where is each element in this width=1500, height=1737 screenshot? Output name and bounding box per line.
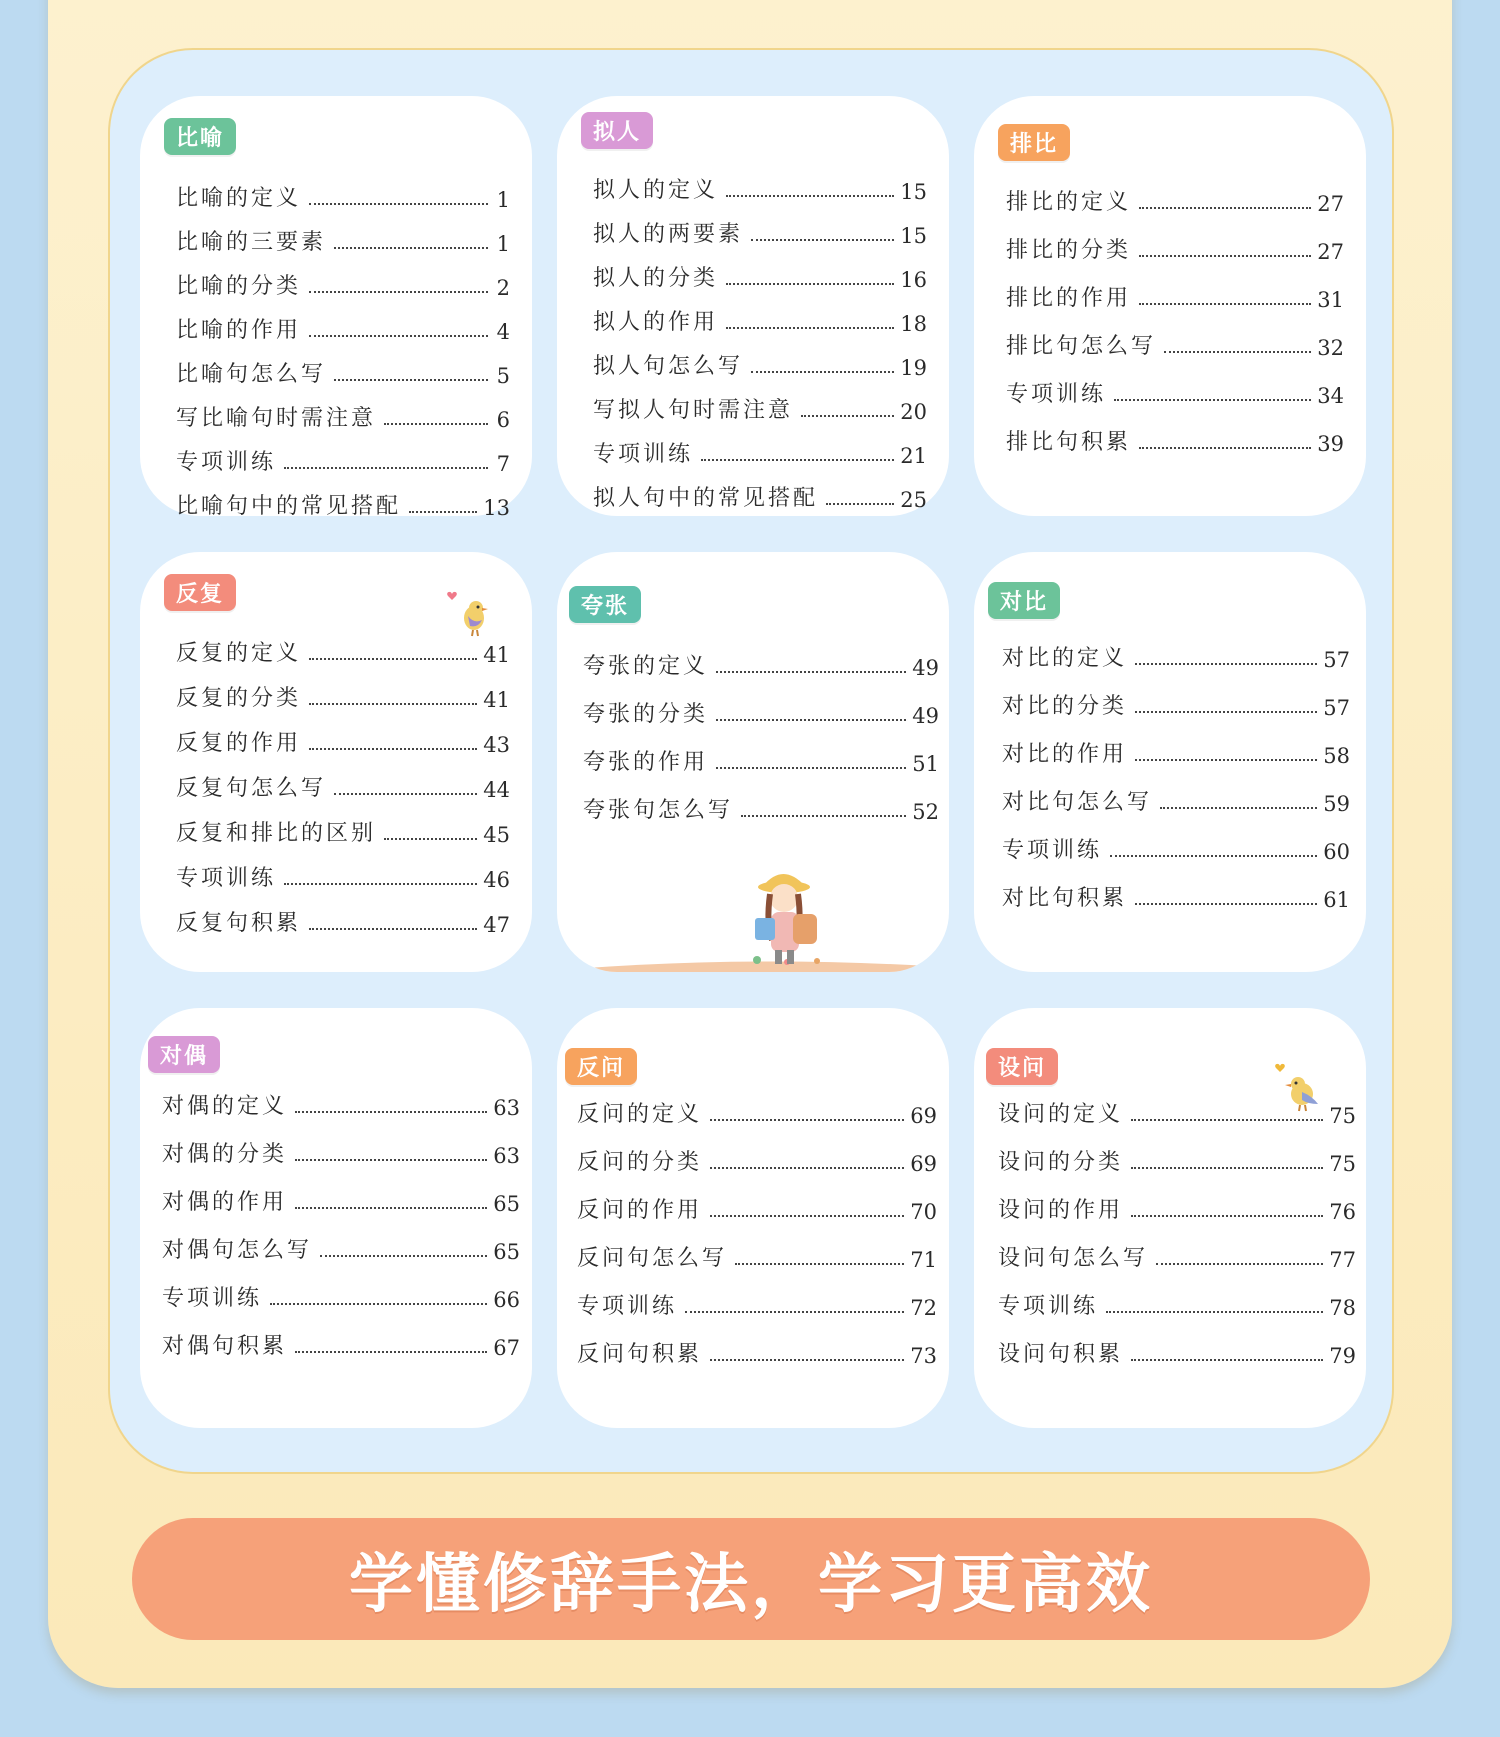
toc-page: 27 bbox=[1317, 192, 1344, 216]
toc-page: 66 bbox=[493, 1288, 520, 1312]
toc-page: 34 bbox=[1317, 384, 1344, 408]
toc-title: 设问的定义 bbox=[998, 1102, 1124, 1127]
leader-dots bbox=[309, 335, 488, 337]
toc-entry[interactable] bbox=[998, 1080, 1356, 1128]
leader-dots bbox=[295, 1207, 487, 1209]
leader-dots bbox=[384, 838, 477, 840]
toc-title: 夸张的定义 bbox=[583, 654, 709, 679]
toc-entry[interactable] bbox=[176, 212, 510, 256]
toc-entry[interactable] bbox=[583, 728, 939, 776]
toc-entry[interactable] bbox=[593, 160, 927, 204]
toc-title: 专项训练 bbox=[162, 1286, 263, 1311]
leader-dots bbox=[1139, 207, 1311, 209]
toc-title: 设问句积累 bbox=[998, 1342, 1124, 1367]
toc-page: 77 bbox=[1329, 1248, 1356, 1272]
toc-title: 拟人的分类 bbox=[593, 266, 719, 291]
toc-title: 反问句积累 bbox=[577, 1342, 703, 1367]
toc-entry[interactable] bbox=[162, 1168, 520, 1216]
toc-title: 夸张的作用 bbox=[583, 750, 709, 775]
toc-entry[interactable] bbox=[577, 1080, 937, 1128]
toc-list bbox=[593, 160, 927, 512]
toc-title: 写拟人句时需注意 bbox=[593, 398, 794, 423]
toc-page: 5 bbox=[496, 364, 510, 388]
toc-list bbox=[583, 632, 939, 824]
toc-title: 写比喻句时需注意 bbox=[176, 406, 377, 431]
toc-title: 设问的分类 bbox=[998, 1150, 1124, 1175]
toc-page: 78 bbox=[1329, 1296, 1356, 1320]
section-card-antithesis bbox=[140, 1008, 532, 1428]
leader-dots bbox=[685, 1311, 904, 1313]
toc-entry[interactable] bbox=[1006, 408, 1344, 456]
toc-page: 45 bbox=[483, 823, 510, 847]
toc-title: 排比的定义 bbox=[1006, 190, 1132, 215]
toc-entry[interactable] bbox=[1006, 216, 1344, 264]
toc-title: 反复的作用 bbox=[176, 731, 302, 756]
leader-dots bbox=[295, 1351, 487, 1353]
toc-entry[interactable] bbox=[593, 468, 927, 512]
toc-page: 69 bbox=[910, 1152, 937, 1176]
toc-title: 拟人句中的常见搭配 bbox=[593, 486, 819, 511]
toc-entry[interactable] bbox=[1002, 672, 1350, 720]
leader-dots bbox=[284, 467, 488, 469]
leader-dots bbox=[309, 291, 488, 293]
section-card-parallelism bbox=[974, 96, 1366, 516]
leader-dots bbox=[1135, 903, 1317, 905]
toc-page: 27 bbox=[1317, 240, 1344, 264]
toc-page: 72 bbox=[910, 1296, 937, 1320]
leader-dots bbox=[710, 1167, 904, 1169]
toc-entry[interactable] bbox=[176, 622, 510, 667]
leader-dots bbox=[309, 748, 477, 750]
leader-dots bbox=[1131, 1119, 1323, 1121]
toc-entry[interactable] bbox=[1006, 264, 1344, 312]
leader-dots bbox=[1131, 1167, 1323, 1169]
toc-page: 7 bbox=[496, 452, 510, 476]
toc-page: 65 bbox=[493, 1192, 520, 1216]
slogan-text: 学懂修辞手法，学习更高效 bbox=[349, 1548, 1153, 1622]
leader-dots bbox=[726, 327, 894, 329]
toc-list bbox=[162, 1072, 520, 1360]
toc-entry[interactable] bbox=[162, 1264, 520, 1312]
leader-dots bbox=[735, 1263, 904, 1265]
toc-page: 57 bbox=[1323, 696, 1350, 720]
leader-dots bbox=[309, 658, 477, 660]
toc-title: 专项训练 bbox=[593, 442, 694, 467]
toc-title: 夸张的分类 bbox=[583, 702, 709, 727]
toc-title: 反问的分类 bbox=[577, 1150, 703, 1175]
toc-entry[interactable] bbox=[1002, 864, 1350, 912]
toc-page: 67 bbox=[493, 1336, 520, 1360]
toc-page: 44 bbox=[483, 778, 510, 802]
toc-entry[interactable] bbox=[998, 1224, 1356, 1272]
section-card-contrast bbox=[974, 552, 1366, 972]
toc-page: 18 bbox=[900, 312, 927, 336]
toc-entry[interactable] bbox=[1006, 168, 1344, 216]
toc-page: 71 bbox=[910, 1248, 937, 1272]
toc-title: 反问的作用 bbox=[577, 1198, 703, 1223]
section-card-repetition bbox=[140, 552, 532, 972]
leader-dots bbox=[741, 815, 906, 817]
toc-entry[interactable] bbox=[583, 680, 939, 728]
toc-title: 对偶句积累 bbox=[162, 1334, 288, 1359]
leader-dots bbox=[751, 239, 894, 241]
toc-title: 专项训练 bbox=[998, 1294, 1099, 1319]
toc-title: 对比的定义 bbox=[1002, 646, 1128, 671]
toc-entry[interactable] bbox=[1006, 312, 1344, 360]
toc-page: 60 bbox=[1323, 840, 1350, 864]
toc-title: 拟人的两要素 bbox=[593, 222, 744, 247]
toc-entry[interactable] bbox=[176, 802, 510, 847]
leader-dots bbox=[1110, 855, 1317, 857]
leader-dots bbox=[1139, 447, 1311, 449]
toc-entry[interactable] bbox=[593, 248, 927, 292]
leader-dots bbox=[1139, 303, 1311, 305]
toc-title: 反问句怎么写 bbox=[577, 1246, 728, 1271]
toc-list bbox=[1002, 624, 1350, 912]
leader-dots bbox=[710, 1359, 904, 1361]
section-tag: 对比 bbox=[988, 582, 1060, 619]
toc-title: 反复和排比的区别 bbox=[176, 821, 377, 846]
toc-title: 夸张句怎么写 bbox=[583, 798, 734, 823]
toc-page: 75 bbox=[1329, 1104, 1356, 1128]
leader-dots bbox=[284, 883, 477, 885]
toc-title: 对偶的作用 bbox=[162, 1190, 288, 1215]
leader-dots bbox=[1106, 1311, 1323, 1313]
toc-title: 对比的分类 bbox=[1002, 694, 1128, 719]
toc-title: 排比句积累 bbox=[1006, 430, 1132, 455]
toc-entry[interactable] bbox=[583, 632, 939, 680]
toc-page: 49 bbox=[912, 704, 939, 728]
toc-entry[interactable] bbox=[176, 432, 510, 476]
toc-page: 32 bbox=[1317, 336, 1344, 360]
toc-page: 41 bbox=[483, 688, 510, 712]
toc-entry[interactable] bbox=[593, 204, 927, 248]
toc-entry[interactable] bbox=[162, 1216, 520, 1264]
leader-dots bbox=[716, 671, 906, 673]
toc-page: 51 bbox=[912, 752, 939, 776]
toc-title: 比喻的定义 bbox=[176, 186, 302, 211]
toc-title: 拟人句怎么写 bbox=[593, 354, 744, 379]
leader-dots bbox=[710, 1119, 904, 1121]
toc-list bbox=[998, 1080, 1356, 1368]
toc-list bbox=[176, 168, 510, 520]
toc-entry[interactable] bbox=[162, 1072, 520, 1120]
toc-title: 对偶的定义 bbox=[162, 1094, 288, 1119]
toc-list bbox=[1006, 168, 1344, 456]
leader-dots bbox=[409, 511, 477, 513]
section-tag: 对偶 bbox=[148, 1036, 220, 1073]
toc-page: 43 bbox=[483, 733, 510, 757]
toc-title: 专项训练 bbox=[577, 1294, 678, 1319]
section-tag: 排比 bbox=[998, 124, 1070, 161]
toc-entry[interactable] bbox=[998, 1128, 1356, 1176]
toc-entry[interactable] bbox=[593, 336, 927, 380]
toc-entry[interactable] bbox=[593, 380, 927, 424]
toc-entry[interactable] bbox=[593, 424, 927, 468]
toc-entry[interactable] bbox=[176, 388, 510, 432]
leader-dots bbox=[334, 793, 477, 795]
leader-dots bbox=[309, 703, 477, 705]
toc-page: 65 bbox=[493, 1240, 520, 1264]
toc-page: 49 bbox=[912, 656, 939, 680]
leader-dots bbox=[726, 283, 894, 285]
toc-entry[interactable] bbox=[577, 1320, 937, 1368]
section-card-rhetorical-question bbox=[557, 1008, 949, 1428]
toc-entry[interactable] bbox=[176, 168, 510, 212]
toc-title: 反复的定义 bbox=[176, 641, 302, 666]
toc-title: 比喻句中的常见搭配 bbox=[176, 494, 402, 519]
toc-title: 排比句怎么写 bbox=[1006, 334, 1157, 359]
leader-dots bbox=[334, 379, 488, 381]
toc-entry[interactable] bbox=[998, 1272, 1356, 1320]
toc-page: 61 bbox=[1323, 888, 1350, 912]
toc-title: 设问的作用 bbox=[998, 1198, 1124, 1223]
toc-page: 1 bbox=[496, 232, 510, 256]
leader-dots bbox=[295, 1111, 487, 1113]
toc-entry[interactable] bbox=[176, 712, 510, 757]
leader-dots bbox=[1160, 807, 1317, 809]
toc-page: 15 bbox=[900, 224, 927, 248]
reading-girl-illustration bbox=[587, 852, 927, 972]
toc-title: 比喻的三要素 bbox=[176, 230, 327, 255]
toc-title: 对偶句怎么写 bbox=[162, 1238, 313, 1263]
toc-title: 对比句积累 bbox=[1002, 886, 1128, 911]
toc-title: 排比的作用 bbox=[1006, 286, 1132, 311]
toc-title: 反复句怎么写 bbox=[176, 776, 327, 801]
toc-entry[interactable] bbox=[1002, 624, 1350, 672]
leader-dots bbox=[1131, 1359, 1323, 1361]
section-tag: 反复 bbox=[164, 574, 236, 611]
toc-page: 2 bbox=[496, 276, 510, 300]
toc-page: 63 bbox=[493, 1144, 520, 1168]
leader-dots bbox=[1135, 711, 1317, 713]
toc-entry[interactable] bbox=[998, 1320, 1356, 1368]
toc-title: 拟人的定义 bbox=[593, 178, 719, 203]
leader-dots bbox=[320, 1255, 487, 1257]
toc-page: 4 bbox=[496, 320, 510, 344]
toc-title: 反复句积累 bbox=[176, 911, 302, 936]
leader-dots bbox=[801, 415, 894, 417]
toc-page: 15 bbox=[900, 180, 927, 204]
toc-page: 31 bbox=[1317, 288, 1344, 312]
toc-title: 专项训练 bbox=[1002, 838, 1103, 863]
section-tag: 比喻 bbox=[164, 118, 236, 155]
leader-dots bbox=[716, 767, 906, 769]
leader-dots bbox=[1135, 759, 1317, 761]
toc-title: 对比的作用 bbox=[1002, 742, 1128, 767]
toc-page: 57 bbox=[1323, 648, 1350, 672]
toc-page: 13 bbox=[483, 496, 510, 520]
toc-entry[interactable] bbox=[1006, 360, 1344, 408]
toc-page: 19 bbox=[900, 356, 927, 380]
toc-page: 1 bbox=[496, 188, 510, 212]
leader-dots bbox=[1135, 663, 1317, 665]
toc-entry[interactable] bbox=[577, 1224, 937, 1272]
toc-page: 79 bbox=[1329, 1344, 1356, 1368]
toc-title: 专项训练 bbox=[1006, 382, 1107, 407]
toc-title: 拟人的作用 bbox=[593, 310, 719, 335]
leader-dots bbox=[309, 203, 488, 205]
toc-entry[interactable] bbox=[176, 892, 510, 937]
toc-title: 反复的分类 bbox=[176, 686, 302, 711]
leader-dots bbox=[726, 195, 894, 197]
section-card-hyperbole bbox=[557, 552, 949, 972]
leader-dots bbox=[1131, 1215, 1323, 1217]
toc-title: 比喻的分类 bbox=[176, 274, 302, 299]
toc-page: 76 bbox=[1329, 1200, 1356, 1224]
toc-entry[interactable] bbox=[176, 476, 510, 520]
leader-dots bbox=[826, 503, 894, 505]
leader-dots bbox=[309, 928, 477, 930]
toc-page: 21 bbox=[900, 444, 927, 468]
toc-entry[interactable] bbox=[577, 1176, 937, 1224]
toc-page: 46 bbox=[483, 868, 510, 892]
leader-dots bbox=[1164, 351, 1311, 353]
toc-page: 47 bbox=[483, 913, 510, 937]
toc-entry[interactable] bbox=[1002, 816, 1350, 864]
toc-page: 6 bbox=[496, 408, 510, 432]
toc-page: 25 bbox=[900, 488, 927, 512]
section-tag: 设问 bbox=[986, 1048, 1058, 1085]
toc-title: 专项训练 bbox=[176, 450, 277, 475]
toc-title: 专项训练 bbox=[176, 866, 277, 891]
leader-dots bbox=[384, 423, 488, 425]
toc-entry[interactable] bbox=[593, 292, 927, 336]
section-tag: 夸张 bbox=[569, 586, 641, 623]
toc-page: 63 bbox=[493, 1096, 520, 1120]
toc-title: 比喻句怎么写 bbox=[176, 362, 327, 387]
leader-dots bbox=[716, 719, 906, 721]
toc-page: 59 bbox=[1323, 792, 1350, 816]
slogan-banner bbox=[132, 1518, 1370, 1640]
toc-entry[interactable] bbox=[583, 776, 939, 824]
toc-page: 16 bbox=[900, 268, 927, 292]
toc-page: 52 bbox=[912, 800, 939, 824]
toc-entry[interactable] bbox=[162, 1312, 520, 1360]
section-card-hypophora bbox=[974, 1008, 1366, 1428]
toc-entry[interactable] bbox=[176, 344, 510, 388]
toc-entry[interactable] bbox=[176, 847, 510, 892]
toc-title: 排比的分类 bbox=[1006, 238, 1132, 263]
leader-dots bbox=[751, 371, 894, 373]
toc-title: 对比句怎么写 bbox=[1002, 790, 1153, 815]
leader-dots bbox=[1114, 399, 1311, 401]
toc-title: 比喻的作用 bbox=[176, 318, 302, 343]
toc-page: 39 bbox=[1317, 432, 1344, 456]
toc-title: 对偶的分类 bbox=[162, 1142, 288, 1167]
leader-dots bbox=[1156, 1263, 1323, 1265]
toc-title: 反问的定义 bbox=[577, 1102, 703, 1127]
section-card-personification bbox=[557, 96, 949, 516]
toc-entry[interactable] bbox=[162, 1120, 520, 1168]
toc-entry[interactable] bbox=[176, 757, 510, 802]
leader-dots bbox=[295, 1159, 487, 1161]
toc-entry[interactable] bbox=[176, 256, 510, 300]
toc-list bbox=[577, 1080, 937, 1368]
toc-entry[interactable] bbox=[1002, 768, 1350, 816]
leader-dots bbox=[270, 1303, 487, 1305]
section-tag: 拟人 bbox=[581, 112, 653, 149]
toc-entry[interactable] bbox=[1002, 720, 1350, 768]
leader-dots bbox=[701, 459, 894, 461]
toc-page: 58 bbox=[1323, 744, 1350, 768]
leader-dots bbox=[334, 247, 488, 249]
toc-entry[interactable] bbox=[998, 1176, 1356, 1224]
toc-entry[interactable] bbox=[577, 1128, 937, 1176]
toc-entry[interactable] bbox=[176, 300, 510, 344]
toc-page: 75 bbox=[1329, 1152, 1356, 1176]
leader-dots bbox=[710, 1215, 904, 1217]
leader-dots bbox=[1139, 255, 1311, 257]
toc-page: 41 bbox=[483, 643, 510, 667]
toc-list bbox=[176, 622, 510, 937]
toc-page: 70 bbox=[910, 1200, 937, 1224]
toc-page: 20 bbox=[900, 400, 927, 424]
toc-entry[interactable] bbox=[577, 1272, 937, 1320]
toc-page: 69 bbox=[910, 1104, 937, 1128]
toc-title: 设问句怎么写 bbox=[998, 1246, 1149, 1271]
toc-entry[interactable] bbox=[176, 667, 510, 712]
section-card-simile bbox=[140, 96, 532, 520]
section-tag: 反问 bbox=[565, 1048, 637, 1085]
toc-page: 73 bbox=[910, 1344, 937, 1368]
